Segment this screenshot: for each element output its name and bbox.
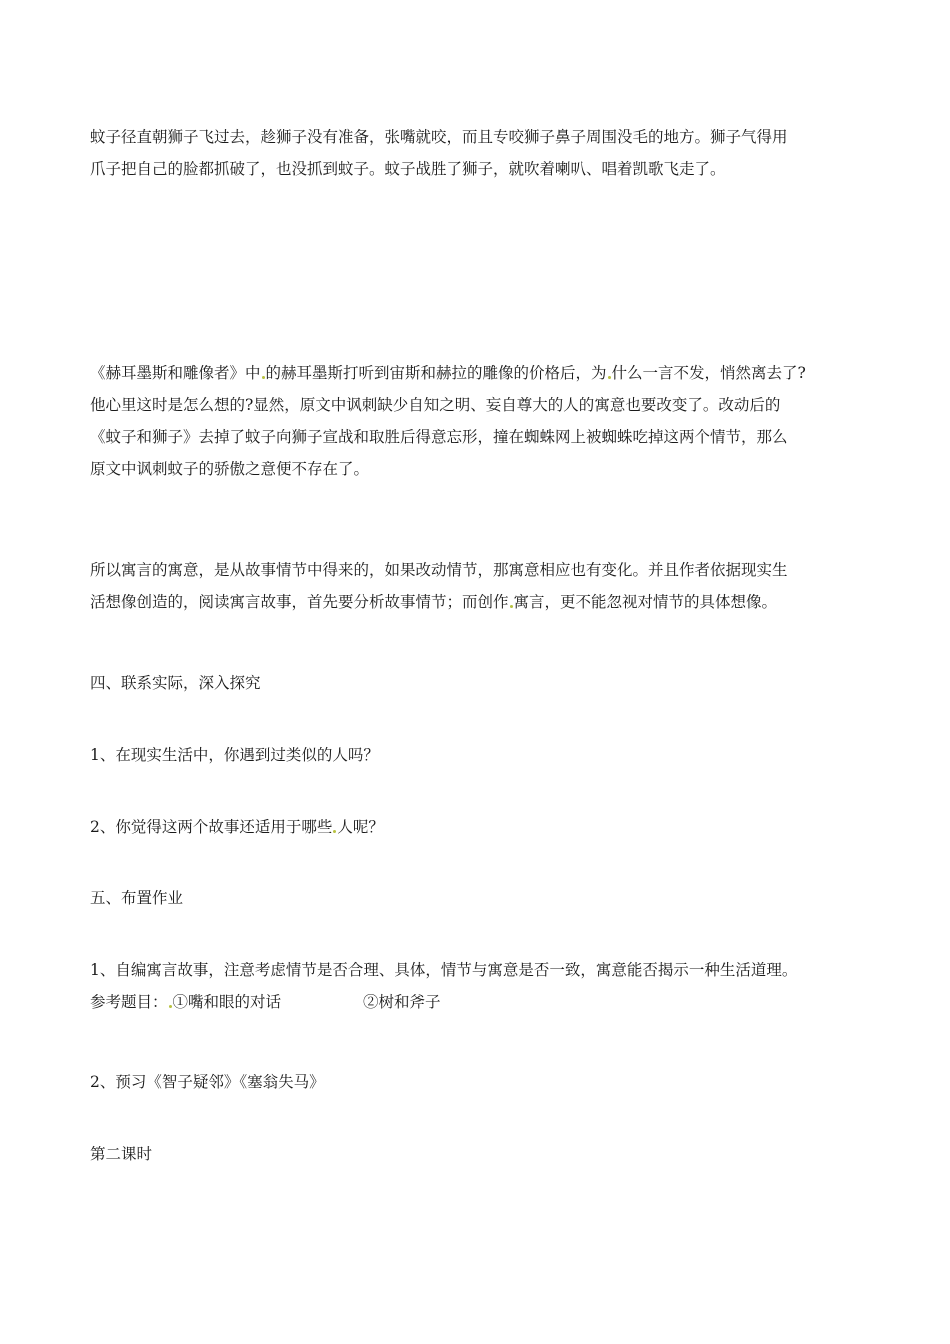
analysis-line-1-part-c: 什么一言不发，悄然离去了? <box>611 364 806 382</box>
section-4-question-2 <box>90 811 865 843</box>
homework-1 <box>90 954 865 1018</box>
question-2-part-a: 2、你觉得这两个故事还适用于哪些 <box>90 818 333 836</box>
analysis-line-2: 他心里这时是怎么想的?显然，原文中讽刺缺少自知之明、妄自尊大的人的寓意也要改变了。改动后的 <box>90 396 781 414</box>
conclusion-paragraph <box>90 554 865 618</box>
reference-topic-2: ②树和斧子 <box>363 993 441 1011</box>
homework-2-text: 2、预习《智子疑邻》《塞翁失马》 <box>90 1073 325 1091</box>
dot-mark <box>333 830 336 833</box>
dot-mark <box>510 605 513 608</box>
analysis-line-3: 《蚊子和狮子》去掉了蚊子向狮子宣战和取胜后得意忘形，撞在蜘蛛网上被蜘蛛吃掉这两个情节，那么 <box>90 428 788 446</box>
story-paragraph <box>90 121 865 185</box>
story-line-2: 爪子把自己的脸都抓破了，也没抓到蚊子。蚊子战胜了狮子，就吹着喇叭、唱着凯歌飞走了。 <box>90 160 726 178</box>
conclusion-line-1: 所以寓言的寓意，是从故事情节中得来的，如果改动情节，那寓意相应也有变化。并且作者依据现实生 <box>90 561 788 579</box>
dot-mark <box>608 376 611 379</box>
lesson-label <box>90 1138 865 1170</box>
homework-1-text: 1、自编寓言故事，注意考虑情节是否合理、具体，情节与寓意是否一致，寓意能否揭示一种生活道理。 <box>90 961 798 979</box>
story-line-1: 蚊子径直朝狮子飞过去，趁狮子没有准备，张嘴就咬，而且专咬狮子鼻子周围没毛的地方。狮子气得用 <box>90 128 788 146</box>
reference-label: 参考题目： <box>90 993 168 1011</box>
conclusion-line-2-part-b: 寓言，更不能忽视对情节的具体想像。 <box>513 593 778 611</box>
conclusion-line-2 <box>90 586 865 618</box>
reference-topics <box>90 986 865 1018</box>
question-2-text <box>90 811 865 843</box>
question-1-text: 1、在现实生活中，你遇到过类似的人吗？ <box>90 746 379 764</box>
analysis-paragraph <box>90 357 865 485</box>
reference-topic-1: ①嘴和眼的对话 <box>172 993 282 1011</box>
section-4-heading <box>90 667 865 699</box>
analysis-line-1-part-b: 的赫耳墨斯打听到宙斯和赫拉的雕像的价格后，为 <box>265 364 607 382</box>
analysis-line-1 <box>90 357 865 389</box>
analysis-line-4: 原文中讽刺蚊子的骄傲之意便不存在了。 <box>90 460 370 478</box>
conclusion-line-2-part-a: 活想像创造的，阅读寓言故事，首先要分析故事情节；而创作 <box>90 593 509 611</box>
dot-mark <box>262 376 265 379</box>
section-5-heading <box>90 882 865 914</box>
section-4-heading-text: 四、联系实际，深入探究 <box>90 674 261 692</box>
section-5-heading-text: 五、布置作业 <box>90 889 184 907</box>
section-4-question-1 <box>90 739 865 771</box>
analysis-line-1-part-a: 《赫耳墨斯和雕像者》中 <box>90 364 261 382</box>
dot-mark <box>169 1005 172 1008</box>
question-2-part-b: 人呢？ <box>337 818 384 836</box>
homework-2 <box>90 1066 865 1098</box>
lesson-label-text: 第二课时 <box>90 1145 153 1163</box>
